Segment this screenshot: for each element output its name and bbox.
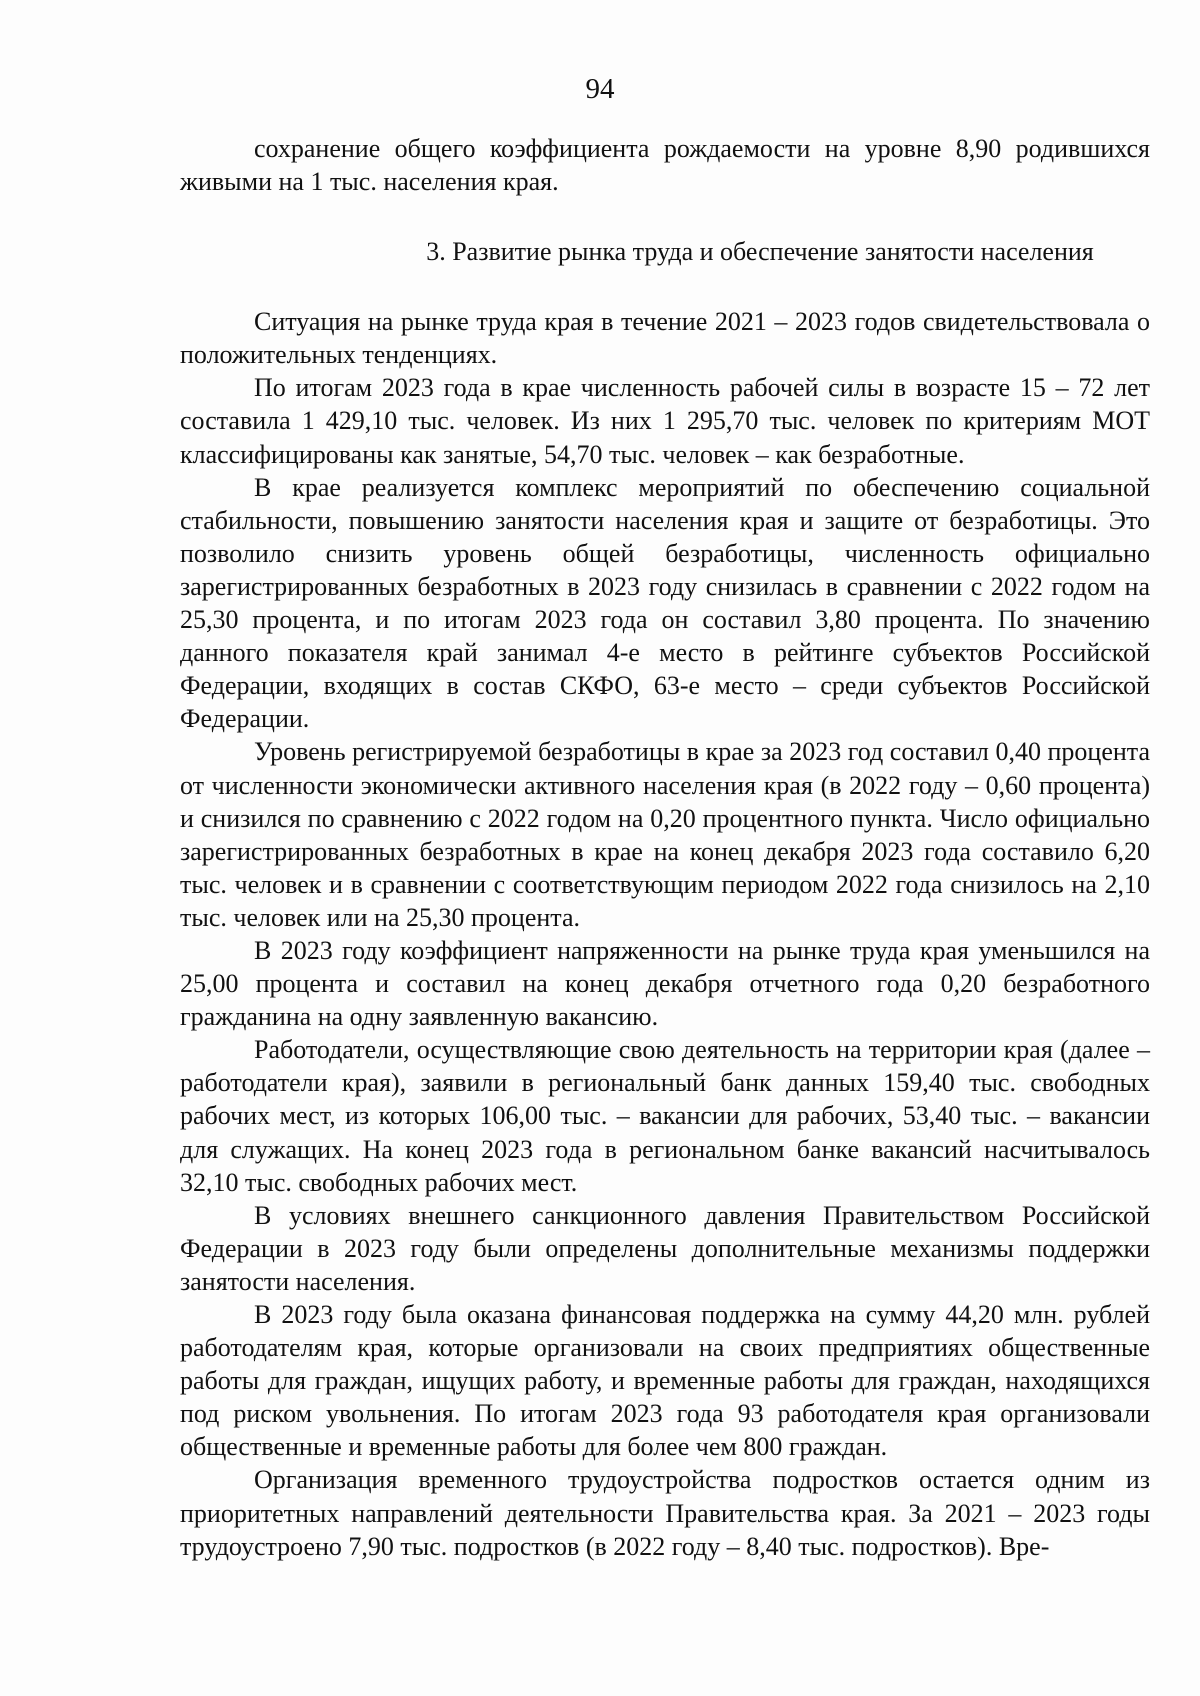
intro-paragraph: сохранение общего коэффициента рождаемости на уровне 8,90 родившихся живыми на 1 тыс. населения края. xyxy=(180,134,1150,197)
paragraph-labor-force: По итогам 2023 года в крае численность рабочей силы в возрасте 15 – 72 лет составила 1 429,10 тыс. человек. Из них 1 295,70 тыс. человек по критериям МОТ классифицированы как занятые, 54,70 тыс. человек – как безработные. xyxy=(180,373,1150,469)
paragraph-registered-unemployment: Уровень регистрируемой безработицы в крае за 2023 год составил 0,40 процента от численности экономически активного населения края (в 2022 году – 0,60 процента) и снизился по сравнению с 2022 годом на 0,20 процентного пункта. Число официально зарегистрированных безработных в крае на конец декабря 2023 года составило 6,20 тыс. человек и в сравнении с соответствующим периодом 2022 года снизилось на 2,10 тыс. человек или на 25,30 процента. xyxy=(180,737,1150,932)
paragraph-teen-employment: Организация временного трудоустройства подростков остается одним из приоритетных направлений деятельности Правительства края. За 2021 – 2023 годы трудоустроено 7,90 тыс. подростков (в 2022 году – 8,40 тыс. подростков). Вре- xyxy=(180,1465,1150,1561)
page-content xyxy=(180,132,1150,1563)
paragraph-unemployment-measures: В крае реализуется комплекс мероприятий по обеспечению социальной стабильности, повышению занятости населения края и защите от безработицы. Это позволило снизить уровень общей безработицы, численность официально зарегистрированных безработных в 2023 году снизилась в сравнении с 2022 годом на 25,30 процента, и по итогам 2023 года он составил 3,80 процента. По значению данного показателя край занимал 4-е место в рейтинге субъектов Российской Федерации, входящих в состав СКФО, 63-е место – среди субъектов Российской Федерации. xyxy=(180,472,1150,734)
paragraph-labor-market-situation: Ситуация на рынке труда края в течение 2021 – 2023 годов свидетельствовала о положительных тенденциях. xyxy=(180,307,1150,370)
paragraph-sanctions-support: В условиях внешнего санкционного давления Правительством Российской Федерации в 2023 году были определены дополнительные механизмы поддержки занятости населения. xyxy=(180,1200,1150,1296)
section-heading: 3. Развитие рынка труда и обеспечение занятости населения xyxy=(426,237,1094,267)
paragraph-employers-vacancies: Работодатели, осуществляющие свою деятельность на территории края (далее – работодатели края), заявили в региональный банк данных 159,40 тыс. свободных рабочих мест, из которых 106,00 тыс. – вакансии для рабочих, 53,40 тыс. – вакансии для служащих. На конец 2023 года в региональном банке вакансий насчитывалось 32,10 тыс. свободных рабочих мест. xyxy=(180,1035,1150,1197)
paragraph-tension-coefficient: В 2023 году коэффициент напряженности на рынке труда края уменьшился на 25,00 процента и составил на конец декабря отчетного года 0,20 безработного гражданина на одну заявленную вакансию. xyxy=(180,935,1150,1032)
paragraph-financial-support: В 2023 году была оказана финансовая поддержка на сумму 44,20 млн. рублей работодателям края, которые организовали на своих предприятиях общественные работы для граждан, ищущих работу, и временные работы для граждан, находящихся под риском увольнения. По итогам 2023 года 93 работодателя края организовали общественные и временные работы для более чем 800 граждан. xyxy=(180,1300,1150,1462)
page-number: 94 xyxy=(585,73,615,105)
